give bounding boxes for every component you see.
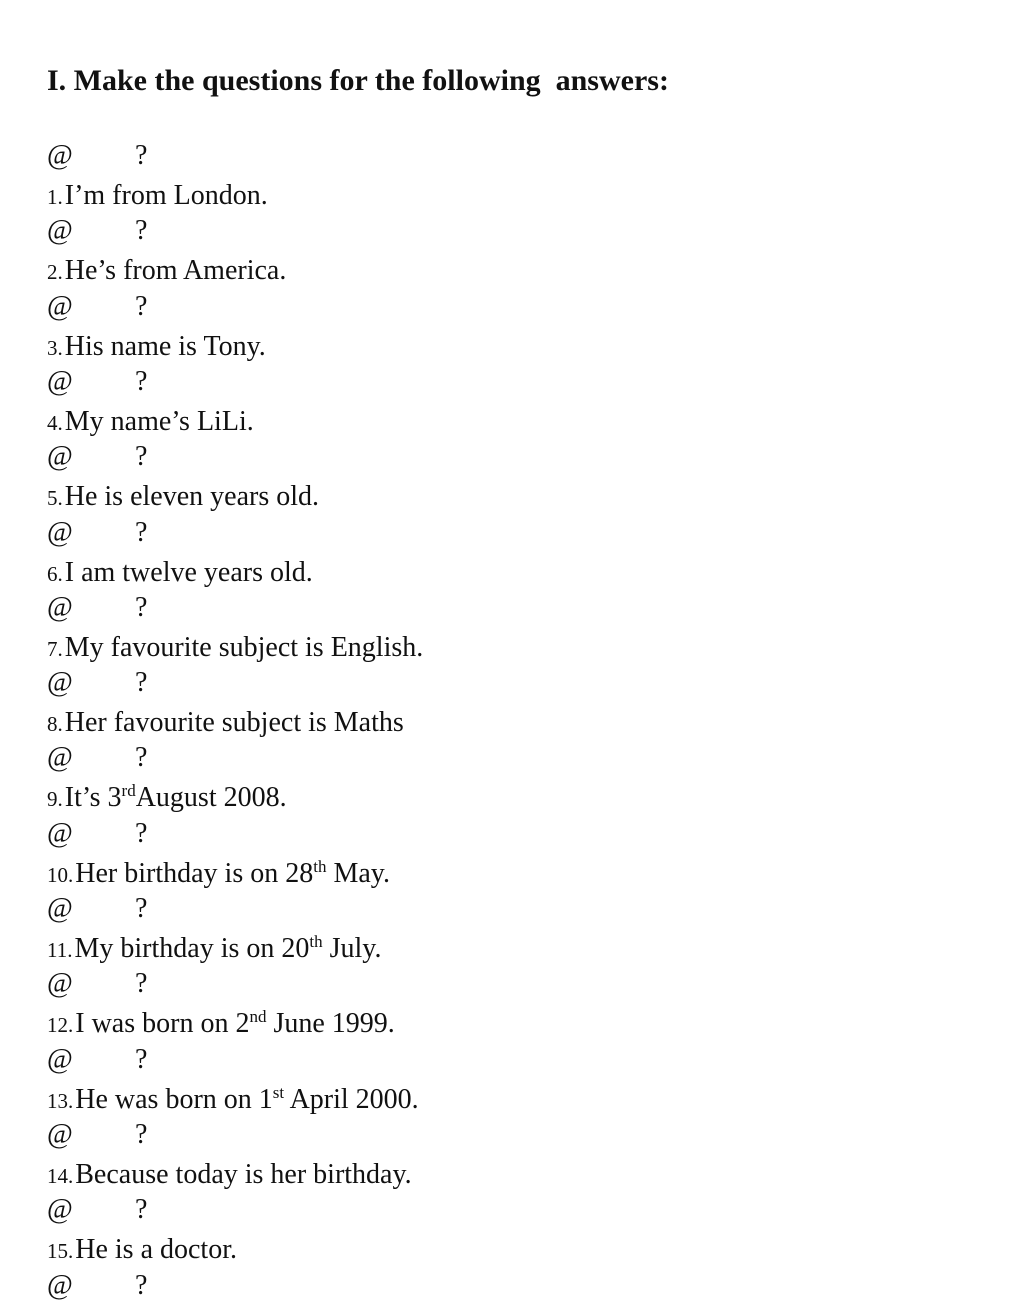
answer-line <box>47 1082 419 1115</box>
at-marker: @ <box>47 1269 73 1301</box>
at-marker: @ <box>47 968 73 1000</box>
answer-line <box>47 1007 395 1040</box>
question-mark: ? <box>135 1269 148 1301</box>
answer-line <box>47 709 404 737</box>
at-marker: @ <box>47 1118 73 1150</box>
answer-text-continued: April 2000. <box>284 1083 419 1115</box>
question-mark: ? <box>135 441 148 473</box>
at-marker: @ <box>47 742 73 774</box>
item-number: 6. <box>47 561 63 586</box>
at-marker: @ <box>47 817 73 849</box>
at-marker: @ <box>47 441 73 473</box>
question-mark: ? <box>135 742 148 774</box>
answer-text: He is eleven years old. <box>64 481 319 513</box>
question-prompt <box>47 669 147 697</box>
question-mark: ? <box>135 516 148 548</box>
answer-text: Her favourite subject is Maths <box>64 707 404 739</box>
answer-text: I was born on 2 <box>75 1008 250 1040</box>
ordinal-suffix: th <box>313 856 327 876</box>
ordinal-suffix: nd <box>249 1007 267 1027</box>
answer-text: He is a doctor. <box>75 1234 237 1266</box>
at-marker: @ <box>47 591 73 623</box>
question-prompt <box>47 591 148 623</box>
at-marker: @ <box>47 667 73 699</box>
item-number: 15. <box>47 1239 74 1264</box>
answer-text: I am twelve years old. <box>64 556 313 588</box>
question-mark: ? <box>135 968 148 1000</box>
item-number: 12. <box>47 1013 74 1038</box>
question-mark: ? <box>135 290 148 322</box>
item-number: 11. <box>47 938 73 962</box>
answer-line <box>47 257 286 285</box>
answer-text: My name’s LiLi. <box>64 405 254 437</box>
item-number: 7. <box>47 636 63 661</box>
ordinal-suffix: st <box>272 1082 285 1102</box>
answer-line <box>47 405 254 437</box>
ordinal-suffix: rd <box>121 781 136 801</box>
item-number: 13. <box>47 1088 74 1113</box>
question-mark: ? <box>135 893 148 924</box>
answer-text: Her birthday is on 28 <box>75 857 314 889</box>
at-marker: @ <box>47 215 73 247</box>
answer-line <box>47 483 319 511</box>
question-mark: ? <box>135 1118 148 1150</box>
question-prompt <box>47 516 148 548</box>
worksheet-title: I. Make the questions for the following answers: <box>47 64 669 97</box>
at-marker: @ <box>47 1194 73 1226</box>
question-mark: ? <box>135 215 148 247</box>
item-number: 4. <box>47 410 63 435</box>
answer-text: Because today is her birthday. <box>75 1158 412 1190</box>
answer-text: My birthday is on 20 <box>74 933 310 964</box>
answer-text-continued: July. <box>322 933 382 964</box>
answer-text: My favourite subject is English. <box>64 631 424 663</box>
answer-line <box>47 556 313 588</box>
at-marker: @ <box>47 1043 73 1075</box>
item-number: 8. <box>47 712 63 737</box>
question-mark: ? <box>135 591 148 623</box>
at-marker: @ <box>47 290 73 322</box>
answer-line <box>47 781 287 814</box>
answer-line <box>47 1158 412 1190</box>
question-prompt <box>47 817 148 849</box>
answer-line <box>47 1236 237 1264</box>
question-prompt <box>47 142 147 170</box>
question-prompt <box>47 970 147 998</box>
item-number: 2. <box>47 260 63 285</box>
item-number: 9. <box>47 787 63 812</box>
question-prompt <box>47 895 147 923</box>
question-mark: ? <box>135 140 148 171</box>
answer-line <box>47 631 424 663</box>
question-prompt <box>47 1043 148 1075</box>
answer-text: He’s from America. <box>64 255 287 287</box>
item-number: 1. <box>47 185 63 209</box>
question-mark: ? <box>135 817 148 849</box>
item-number: 5. <box>47 486 63 511</box>
question-prompt <box>47 1118 148 1150</box>
answer-line <box>47 330 266 362</box>
answer-line <box>47 932 382 964</box>
answer-text-continued: May. <box>326 857 390 889</box>
answer-text-continued: June 1999. <box>266 1008 395 1040</box>
at-marker: @ <box>47 140 73 171</box>
question-prompt <box>47 217 147 245</box>
question-prompt <box>47 290 148 322</box>
answer-text-continued: August 2008. <box>135 782 287 814</box>
question-prompt <box>47 443 147 471</box>
at-marker: @ <box>47 893 73 924</box>
at-marker: @ <box>47 365 73 397</box>
answer-text: I’m from London. <box>64 180 268 211</box>
item-number: 14. <box>47 1163 74 1188</box>
answer-text: His name is Tony. <box>64 330 266 362</box>
question-prompt <box>47 744 147 772</box>
item-number: 3. <box>47 335 63 360</box>
question-mark: ? <box>135 1043 148 1075</box>
question-prompt <box>47 365 148 397</box>
answer-text: It’s 3 <box>64 782 122 814</box>
ordinal-suffix: th <box>309 932 323 951</box>
item-number: 10. <box>47 862 74 887</box>
answer-text: He was born on 1 <box>75 1083 273 1115</box>
question-prompt <box>47 1196 147 1224</box>
question-mark: ? <box>135 667 148 699</box>
question-mark: ? <box>135 1194 148 1226</box>
question-prompt <box>47 1269 148 1301</box>
question-mark: ? <box>135 365 148 397</box>
at-marker: @ <box>47 516 73 548</box>
answer-line <box>47 182 268 210</box>
answer-line <box>47 856 390 889</box>
